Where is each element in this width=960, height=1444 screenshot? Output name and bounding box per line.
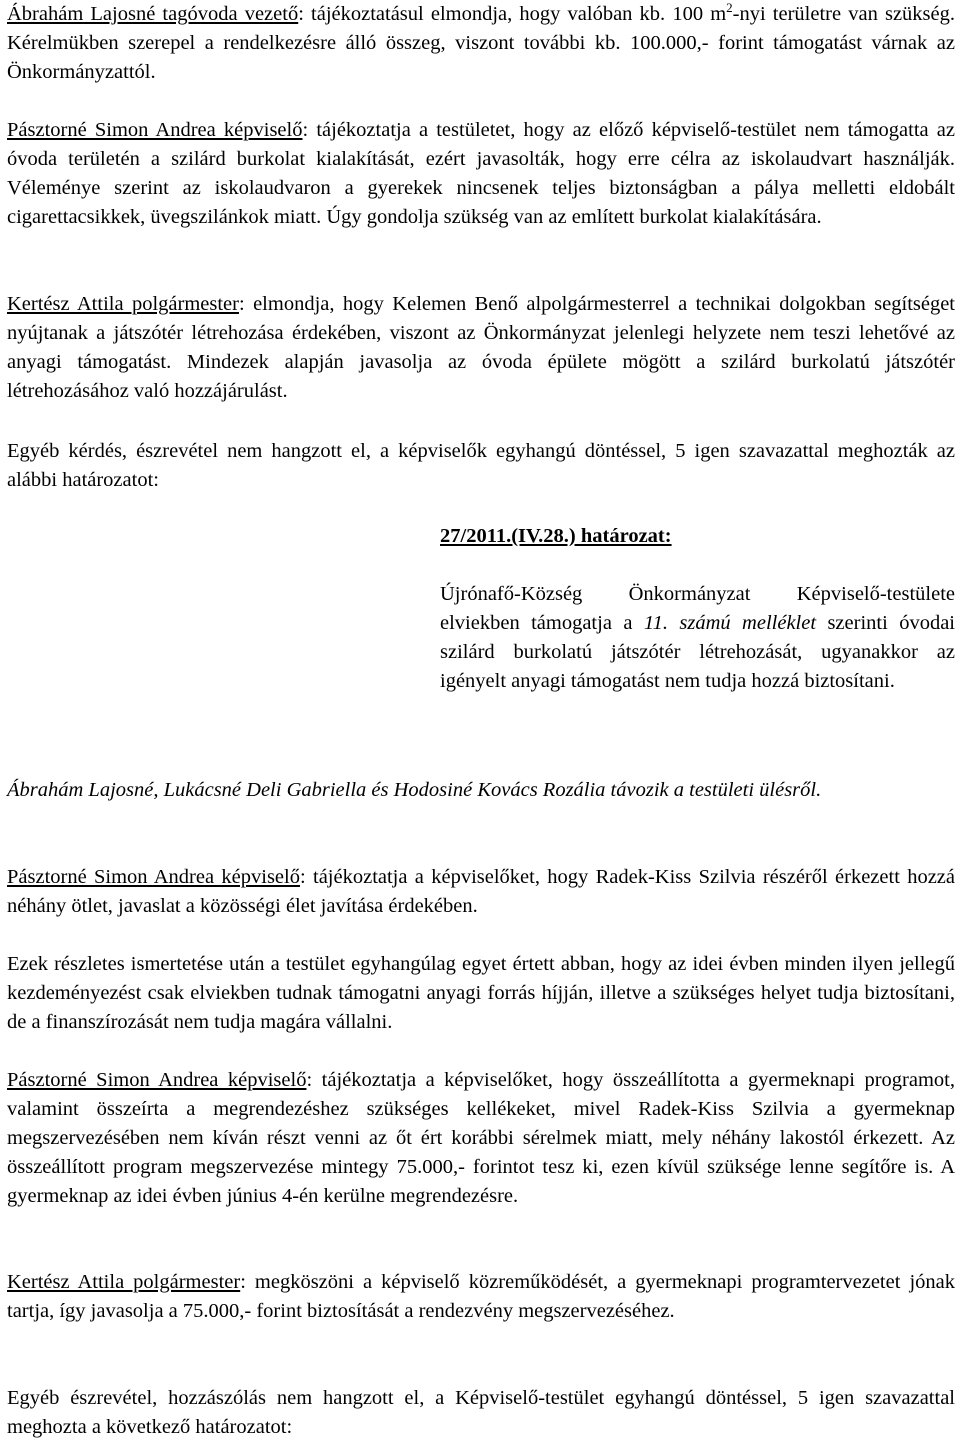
speaker-name: Pásztorné Simon Andrea képviselő: [7, 1069, 307, 1091]
superscript: 2: [726, 0, 733, 16]
statement-text: Egyéb kérdés, észrevétel nem hangzott el, a képviselők egyhangú döntéssel, 5 igen szavazattal meghozták az alábbi határozatot:: [7, 440, 955, 491]
speaker-name: Kertész Attila polgármester: [7, 1271, 241, 1293]
statement-text: Ábrahám Lajosné, Lukácsné Deli Gabriella és Hodosiné Kovács Rozália távozik a testületi ülésről.: [7, 779, 822, 801]
speaker-name: Pásztorné Simon Andrea képviselő: [7, 866, 300, 888]
statement-text: -nyi területre van szükség. Kérelmükben szerepel a rendelkezésre álló összeg, viszont további kb. 100.000,- forint támogatást várnak az Önkormányzattól.: [7, 3, 955, 83]
resolution-text: Újrónafő-Község Önkormányzat Képviselő-testülete elviekben támogatja a: [440, 583, 955, 634]
paragraph-pasztorne-statement-1: [7, 116, 955, 232]
paragraph-abrahamne-statement: [7, 0, 955, 87]
paragraph-kertesz-statement-1: [7, 290, 955, 406]
statement-text: Ezek részletes ismertetése után a testület egyhangúlag egyet értett abban, hogy az idei évben minden ilyen jellegű kezdeményezést csak elviekben tudnak támogatni anyagi forrás híjján, illetve a szükséges helyet tudja biztosítani, de a finanszírozását nem tudja magára vállalni.: [7, 953, 955, 1033]
statement-text: : tájékoztatja a képviselőket, hogy Radek-Kiss Szilvia részéről érkezett hozzá néhány ötlet, javaslat a közösségi élet javítása érdekében.: [7, 866, 956, 917]
statement-text: : megköszöni a képviselő közreműködését, a gyermeknapi programtervezetet jónak tartja, így javasolja a 75.000,- forint biztosítását a rendezvény megszervezéséhez.: [7, 1271, 955, 1322]
paragraph-committee-agreement: [7, 950, 955, 1037]
resolution-text: szerinti óvodai szilárd burkolatú játszótér létrehozását, ugyanakkor az igényelt anyagi támogatást nem tudja hozzá biztosítani.: [440, 612, 955, 692]
statement-text: : elmondja, hogy Kelemen Benő alpolgármesterrel a technikai dolgokban segítséget nyújtanak a játszótér létrehozása érdekében, viszont az Önkormányzat jelenlegi helyzete nem teszi lehetővé az anyagi támogatást. Mindezek alapján javasolja az óvoda épülete mögött a szilárd burkolatú játszótér létrehozásához való hozzájárulást.: [7, 293, 956, 402]
statement-text: : tájékoztatásul elmondja, hogy valóban kb. 100 m: [298, 3, 727, 25]
paragraph-vote-intro-1: [7, 437, 955, 495]
paragraph-pasztorne-statement-3: [7, 1066, 955, 1211]
speaker-name: Pásztorné Simon Andrea képviselő: [7, 119, 303, 141]
statement-text: : tájékoztatja a képviselőket, hogy összeállította a gyermeknapi programot, valamint összeírta a megrendezéshez szükséges kellékeket, mivel Radek-Kiss Szilvia a gyermeknap megszervezésében nem kíván részt venni az őt ért korábbi sérelmek miatt, mely néhány lakostól érkezett. Az összeállított program megszervezése mintegy 75.000,- forintot tesz ki, ezen kívül szüksége lenne segítőre is. A gyermeknap az idei évben június 4-én kerülne megrendezésre.: [7, 1069, 955, 1207]
statement-text: Egyéb észrevétel, hozzászólás nem hangzott el, a Képviselő-testület egyhangú döntéssel, 5 igen szavazattal meghozta a következő határozatot:: [7, 1387, 955, 1438]
paragraph-vote-intro-2: [7, 1384, 955, 1442]
paragraph-kertesz-statement-2: [7, 1268, 955, 1326]
resolution-body: [440, 580, 955, 696]
speaker-name: Kertész Attila polgármester: [7, 293, 239, 315]
resolution-title: 27/2011.(IV.28.) határozat:: [440, 525, 672, 547]
speaker-name: Ábrahám Lajosné tagóvoda vezető: [7, 3, 299, 25]
paragraph-pasztorne-statement-2: [7, 863, 955, 921]
statement-text: : tájékoztatja a testületet, hogy az előző képviselő-testület nem támogatta az óvoda területén a szilárd burkolat kialakítását, ezért javasolták, hogy erre célra az iskolaudvart használják. Véleménye szerint az iskolaudvaron a gyerekek nincsenek teljes biztonságban a pálya melletti eldobált cigarettacsikkek, üvegszilánkok miatt. Úgy gondolja szükség van az említett burkolat kialakítására.: [7, 119, 955, 228]
paragraph-departure-note: [7, 776, 955, 805]
attachment-reference: 11. számú melléklet: [643, 612, 817, 634]
